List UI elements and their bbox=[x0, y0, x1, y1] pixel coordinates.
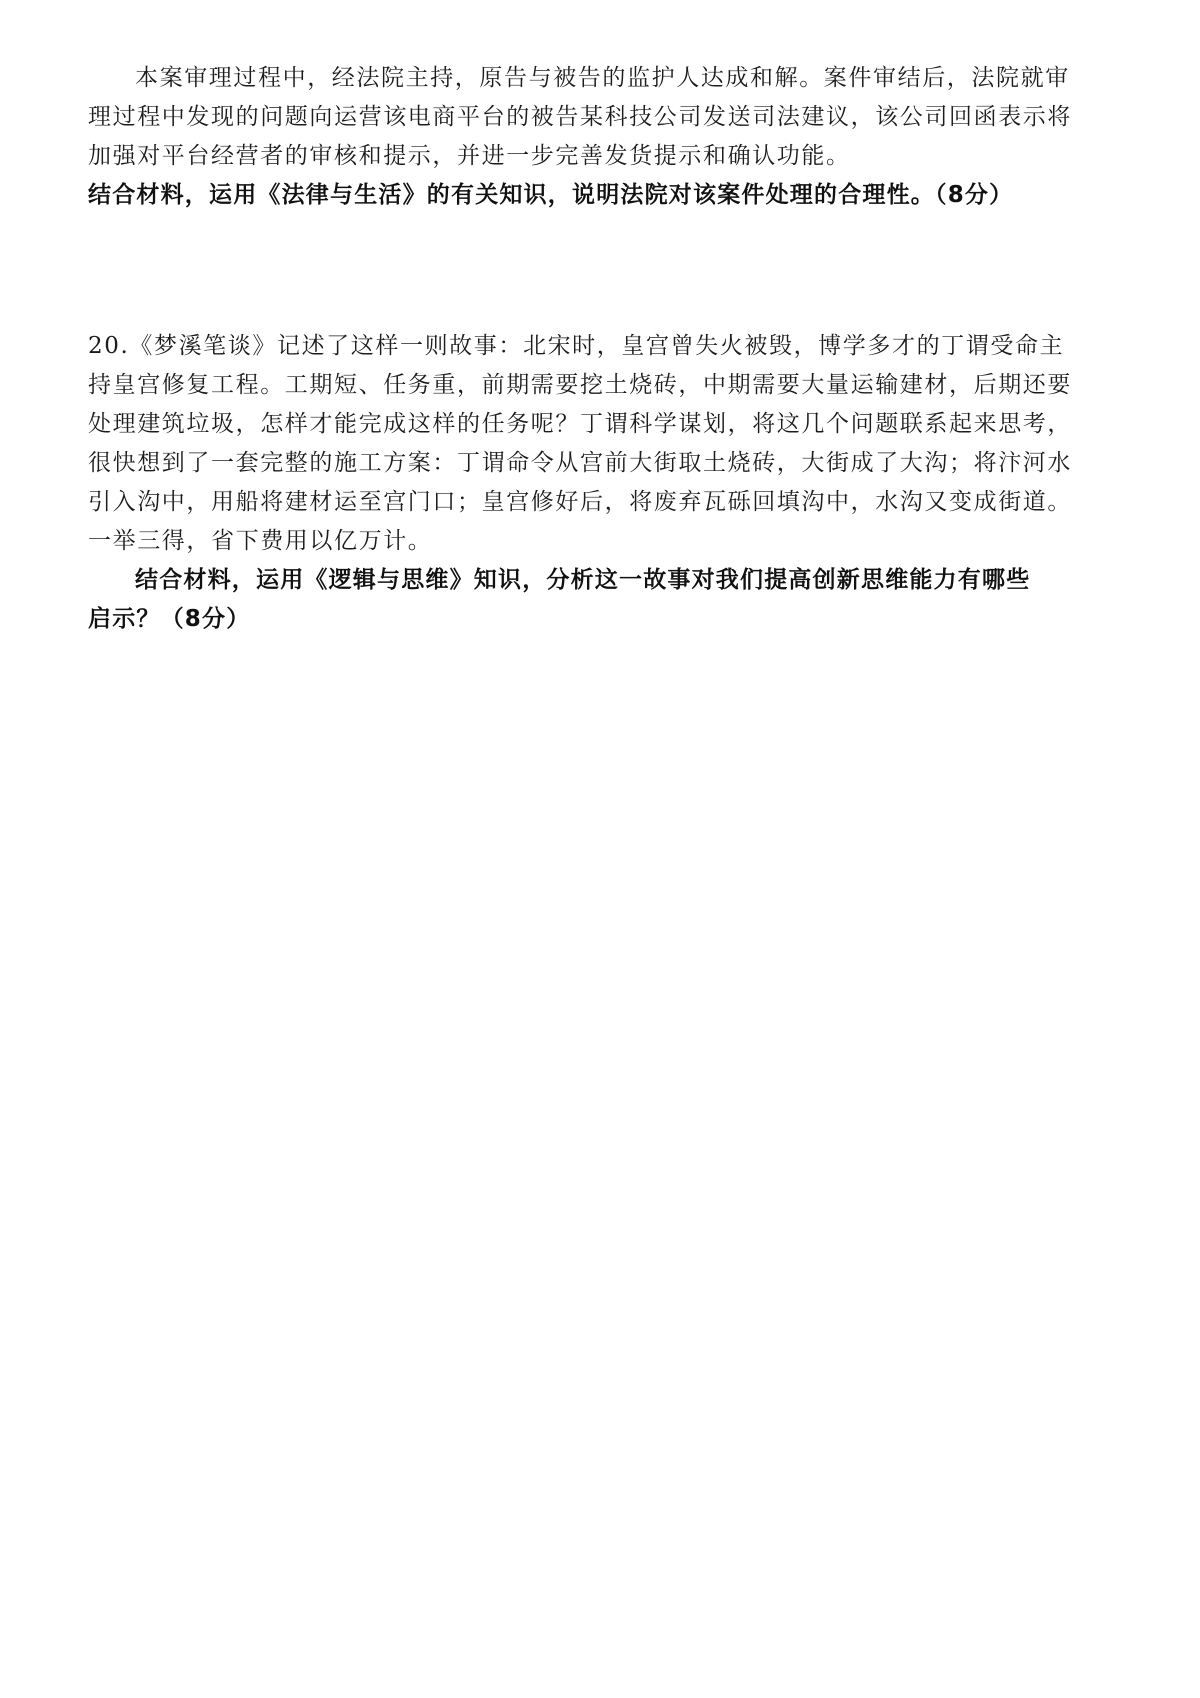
q20-material-line-6: 一举三得，省下费用以亿万计。 bbox=[88, 528, 433, 554]
q20-question-line-1: 结合材料，运用《逻辑与思维》知识，分析这一故事对我们提高创新思维能力有哪些 bbox=[135, 567, 1031, 593]
question-20-section bbox=[88, 327, 1070, 639]
q20-material-line-4: 很快想到了一套完整的施工方案：丁谓命令从宫前大街取土烧砖，大街成了大沟；将汴河水 bbox=[88, 450, 1072, 476]
q20-material-line-1: 20.《梦溪笔谈》记述了这样一则故事：北宋时，皇宫曾失火被毁，博学多才的丁谓受命主 bbox=[88, 333, 1065, 359]
q20-material-line-5: 引入沟中，用船将建材运至宫门口；皇宫修好后，将废弃瓦砾回填沟中，水沟又变成街道。 bbox=[88, 489, 1072, 515]
q19-material-line-3: 加强对平台经营者的审核和提示，并进一步完善发货提示和确认功能。 bbox=[88, 143, 851, 169]
q20-material-line-3: 处理建筑垃圾，怎样才能完成这样的任务呢？丁谓科学谋划，将这几个问题联系起来思考， bbox=[88, 411, 1072, 437]
q20-question-line-2: 启示？（8分） bbox=[88, 606, 251, 632]
q19-material-line-1: 本案审理过程中，经法院主持，原告与被告的监护人达成和解。案件审结后，法院就审 bbox=[135, 65, 1070, 91]
q19-material-line-2: 理过程中发现的问题向运营该电商平台的被告某科技公司发送司法建议，该公司回函表示将 bbox=[88, 104, 1072, 130]
q20-material-line-2: 持皇宫修复工程。工期短、任务重，前期需要挖土烧砖，中期需要大量运输建材，后期还要 bbox=[88, 372, 1072, 398]
q19-question: 结合材料，运用《法律与生活》的有关知识，说明法院对该案件处理的合理性。（8分） bbox=[88, 182, 1014, 208]
question-19-section bbox=[88, 59, 1070, 215]
